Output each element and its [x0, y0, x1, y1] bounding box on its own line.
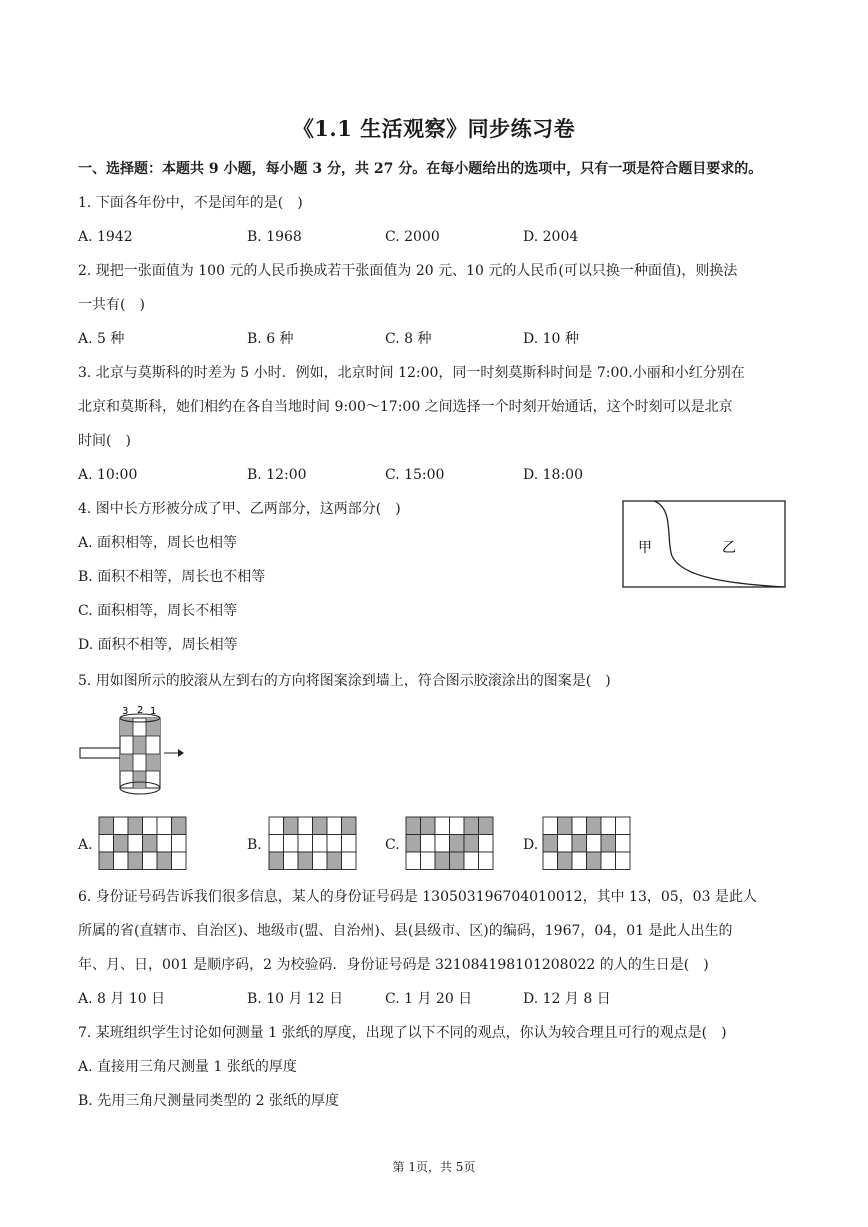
q2-option-d[interactable]: D. 10 种 [523, 331, 579, 347]
q4-option-c[interactable]: C. 面积相等，周长不相等 [78, 603, 238, 619]
pattern-cell [587, 852, 602, 870]
q5-option-b-label[interactable]: B. [247, 837, 262, 853]
pattern-cell [269, 852, 284, 870]
pattern-cell [327, 852, 342, 870]
q1-option-b[interactable]: B. 1968 [247, 229, 302, 245]
pattern-cell [99, 852, 114, 870]
q4-option-d[interactable]: D. 面积不相等，周长相等 [78, 637, 238, 653]
pattern-cell [313, 852, 328, 870]
pattern-cell [450, 835, 465, 853]
pattern-cell [543, 852, 558, 870]
q3-option-a[interactable]: A. 10:00 [78, 467, 138, 483]
question-4: 4. 图中长方形被分成了甲、乙两部分，这两部分( ) [78, 501, 401, 517]
pattern-cell [298, 835, 313, 853]
q2-option-b[interactable]: B. 6 种 [247, 331, 294, 347]
pattern-cell [435, 852, 450, 870]
pattern-cell [450, 852, 465, 870]
q1-option-c[interactable]: C. 2000 [385, 229, 440, 245]
roller-label-1: 1 [150, 706, 157, 717]
pattern-cell [464, 852, 479, 870]
q5-option-d-pattern[interactable] [542, 816, 632, 870]
q6-option-b[interactable]: B. 10 月 12 日 [247, 991, 344, 1007]
dividing-curve [654, 501, 785, 587]
pattern-cell [114, 835, 129, 853]
pattern-cell [284, 817, 299, 835]
question-1: 1. 下面各年份中，不是闰年的是( ) [78, 195, 303, 211]
label-jia: 甲 [638, 540, 652, 556]
q3-option-b[interactable]: B. 12:00 [247, 467, 307, 483]
pattern-cell [421, 835, 436, 853]
pattern-cell [572, 835, 587, 853]
pattern-cell [143, 817, 158, 835]
q3-option-d[interactable]: D. 18:00 [523, 467, 583, 483]
page-title: 《1.1 生活观察》同步练习卷 [292, 116, 576, 141]
roller-cell [133, 771, 146, 788]
pattern-cell [313, 817, 328, 835]
pattern-cell [616, 835, 631, 853]
question-6-line-3: 年、月、日，001 是顺序码，2 为校验码．身份证号码是 321084198101208022 的人的生日是( ) [78, 957, 709, 973]
q5-option-a-label[interactable]: A. [78, 837, 93, 853]
pattern-cell [157, 817, 172, 835]
pattern-cell [128, 835, 143, 853]
pattern-cell [479, 817, 494, 835]
pattern-cell [128, 817, 143, 835]
q5-option-c-label[interactable]: C. [385, 837, 400, 853]
pattern-cell [342, 817, 357, 835]
pattern-cell [114, 852, 129, 870]
q7-option-a[interactable]: A. 直接用三角尺测量 1 张纸的厚度 [78, 1059, 297, 1075]
q5-option-d-label[interactable]: D. [523, 837, 539, 853]
arrow-head-icon [178, 749, 184, 757]
question-3-line-2: 北京和莫斯科，她们相约在各自当地时间 9:00～17:00 之间选择一个时刻开始通话，这个时刻可以是北京 [78, 399, 733, 415]
pattern-cell [298, 817, 313, 835]
pattern-cell [143, 835, 158, 853]
pattern-cell [464, 817, 479, 835]
pattern-cell [284, 852, 299, 870]
pattern-cell [298, 852, 313, 870]
question-3-line-1: 3. 北京与莫斯科的时差为 5 小时．例如，北京时间 12:00，同一时刻莫斯科时间是 7:00.小丽和小红分别在 [78, 365, 745, 381]
label-yi: 乙 [722, 540, 736, 556]
pattern-cell [157, 835, 172, 853]
roller-figure [80, 704, 190, 800]
pattern-cell [587, 817, 602, 835]
pattern-cell [172, 835, 187, 853]
q1-option-a[interactable]: A. 1942 [78, 229, 133, 245]
pattern-cell [128, 852, 143, 870]
pattern-cell [572, 817, 587, 835]
q2-option-c[interactable]: C. 8 种 [385, 331, 432, 347]
pattern-cell [558, 835, 573, 853]
q6-option-a[interactable]: A. 8 月 10 日 [78, 991, 166, 1007]
page-footer: 第 1页，共 5页 [392, 1160, 476, 1174]
pattern-cell [114, 817, 129, 835]
roller-cell [120, 754, 133, 771]
roller-cell [146, 754, 160, 771]
pattern-cell [601, 835, 616, 853]
pattern-cell [99, 817, 114, 835]
q3-option-c[interactable]: C. 15:00 [385, 467, 445, 483]
pattern-cell [172, 817, 187, 835]
pattern-cell [143, 852, 158, 870]
pattern-cell [406, 852, 421, 870]
rectangle-figure [622, 500, 786, 588]
pattern-cell [269, 835, 284, 853]
pattern-cell [587, 835, 602, 853]
question-5: 5. 用如图所示的胶滚从左到右的方向将图案涂到墙上，符合图示胶滚涂出的图案是( ) [78, 673, 611, 689]
roller-handle [80, 748, 120, 758]
pattern-cell [616, 817, 631, 835]
pattern-cell [172, 852, 187, 870]
question-2-line-1: 2. 现把一张面值为 100 元的人民币换成若干张面值为 20 元、10 元的人民币(可以只换一种面值)，则换法 [78, 263, 738, 279]
q6-option-d[interactable]: D. 12 月 8 日 [523, 991, 611, 1007]
question-3-line-3: 时间( ) [78, 433, 131, 449]
question-2-line-2: 一共有( ) [78, 297, 145, 313]
q4-option-a[interactable]: A. 面积相等，周长也相等 [78, 535, 238, 551]
pattern-cell [543, 835, 558, 853]
pattern-cell [157, 852, 172, 870]
pattern-cell [421, 817, 436, 835]
pattern-cell [327, 835, 342, 853]
pattern-cell [269, 817, 284, 835]
pattern-cell [435, 817, 450, 835]
pattern-cell [601, 817, 616, 835]
pattern-cell [558, 852, 573, 870]
pattern-cell [450, 817, 465, 835]
pattern-cell [342, 835, 357, 853]
question-7: 7. 某班组织学生讨论如何测量 1 张纸的厚度，出现了以下不同的观点，你认为较合理且可行的观点是( ) [78, 1025, 727, 1041]
roller-cell [133, 736, 146, 754]
q7-option-b[interactable]: B. 先用三角尺测量同类型的 2 张纸的厚度 [78, 1093, 339, 1109]
q5-option-c-pattern[interactable] [405, 816, 495, 870]
section-heading: 一、选择题：本题共 9 小题，每小题 3 分，共 27 分。在每小题给出的选项中，只有一项是符合题目要求的。 [78, 161, 763, 177]
q6-option-c[interactable]: C. 1 月 20 日 [385, 991, 473, 1007]
pattern-cell [464, 835, 479, 853]
pattern-cell [479, 835, 494, 853]
pattern-cell [99, 835, 114, 853]
pattern-cell [421, 852, 436, 870]
pattern-cell [342, 852, 357, 870]
roller-label-3: 3 [122, 706, 129, 717]
pattern-cell [435, 835, 450, 853]
q5-option-a-pattern[interactable] [98, 816, 188, 870]
pattern-cell [313, 835, 328, 853]
pattern-cell [406, 835, 421, 853]
pattern-cell [616, 852, 631, 870]
pattern-cell [572, 852, 587, 870]
question-6-line-1: 6. 身份证号码告诉我们很多信息，某人的身份证号码是 130503196704010012，其中 13，05，03 是此人 [78, 889, 757, 905]
q5-option-b-pattern[interactable] [268, 816, 358, 870]
q4-option-b[interactable]: B. 面积不相等，周长也不相等 [78, 569, 266, 585]
pattern-cell [284, 835, 299, 853]
pattern-cell [406, 817, 421, 835]
pattern-cell [479, 852, 494, 870]
q2-option-a[interactable]: A. 5 种 [78, 331, 125, 347]
roller-label-2: 2 [137, 705, 144, 716]
pattern-cell [601, 852, 616, 870]
pattern-cell [543, 817, 558, 835]
question-6-line-2: 所属的省(直辖市、自治区)、地级市(盟、自治州)、县(县级市、区)的编码，1967，04，01 是此人出生的 [78, 923, 733, 939]
pattern-cell [327, 817, 342, 835]
pattern-cell [558, 817, 573, 835]
q1-option-d[interactable]: D. 2004 [523, 229, 579, 245]
